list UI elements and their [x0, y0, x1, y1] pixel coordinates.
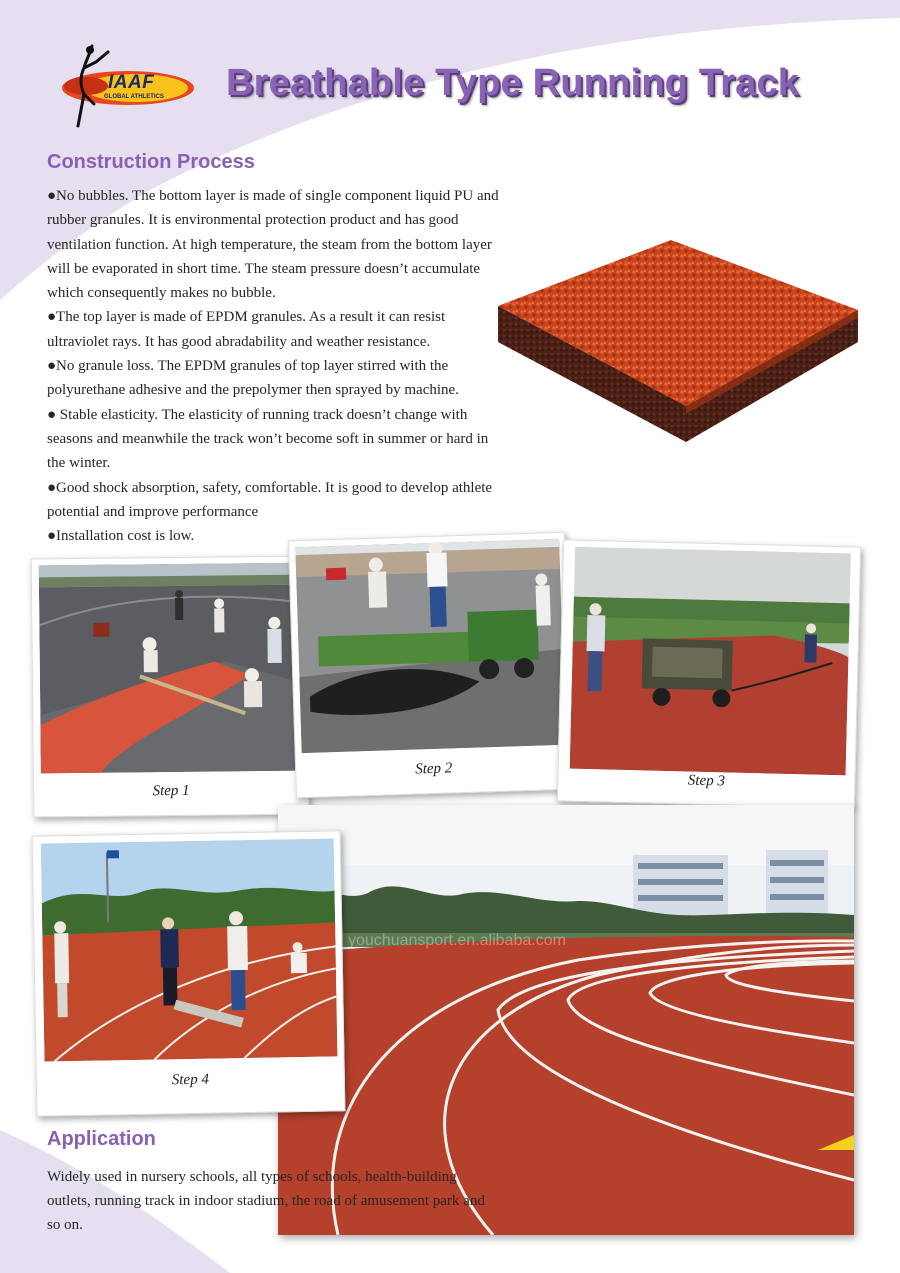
step-4-image [41, 838, 338, 1061]
step-4-caption: Step 4 [171, 1071, 210, 1089]
bullet-no-granule-loss: ●No granule loss. The EPDM granules of top layer stirred with the polyurethane adhesive and the prepolymer then sprayed by machine. [47, 358, 459, 399]
logo-subtext: GLOBAL ATHLETICS [104, 94, 164, 100]
bullet-top-layer: ●The top layer is made of EPDM granules. As a result it can resist ultraviolet rays. It has good abradability and weather resistance. [47, 309, 446, 350]
watermark-text: youchuansport.en.alibaba.com [348, 932, 566, 949]
bullet-shock-absorption: ●Good shock absorption, safety, comfortable. It is good to develop athlete potential and improve performance [47, 479, 493, 520]
step-4-photo [32, 830, 346, 1116]
construction-text [47, 184, 509, 548]
step-1-image [39, 563, 303, 774]
step-3-photo [557, 539, 861, 808]
step-3-image [570, 547, 851, 776]
application-text: Widely used in nursery schools, all types of schools, health-building outlets, running track in indoor stadium, the road of amusement park and so on. [47, 1169, 485, 1233]
step-2-photo [288, 532, 573, 799]
step-1-caption: Step 1 [152, 782, 190, 800]
step-2-caption: Step 2 [414, 760, 453, 778]
bullet-stable-elasticity: ● Stable elasticity. The elasticity of running track doesn’t change with seasons and meanwhile the track won’t become soft in summer or hard in the winter. [47, 406, 489, 472]
construction-heading: Construction Process [47, 151, 255, 173]
step-2-image [295, 539, 565, 753]
step-1-photo [31, 556, 310, 818]
application-heading: Application [47, 1128, 156, 1150]
bullet-installation-cost: ●Installation cost is low. [47, 528, 195, 545]
logo-text: IAAF [108, 72, 155, 93]
track-sample-image [496, 238, 861, 444]
step-3-caption: Step 3 [687, 772, 726, 790]
page-title: Breathable Type Running Track [226, 62, 800, 104]
bullet-no-bubbles: ●No bubbles. The bottom layer is made of single component liquid PU and rubber granules. It is environmental protection product and has good ventilation function. At high temperature, the steam from the bottom layer will be evaporated in short time. The steam pressure doesn’t accumulate which consequently makes no bubble. [47, 188, 499, 302]
